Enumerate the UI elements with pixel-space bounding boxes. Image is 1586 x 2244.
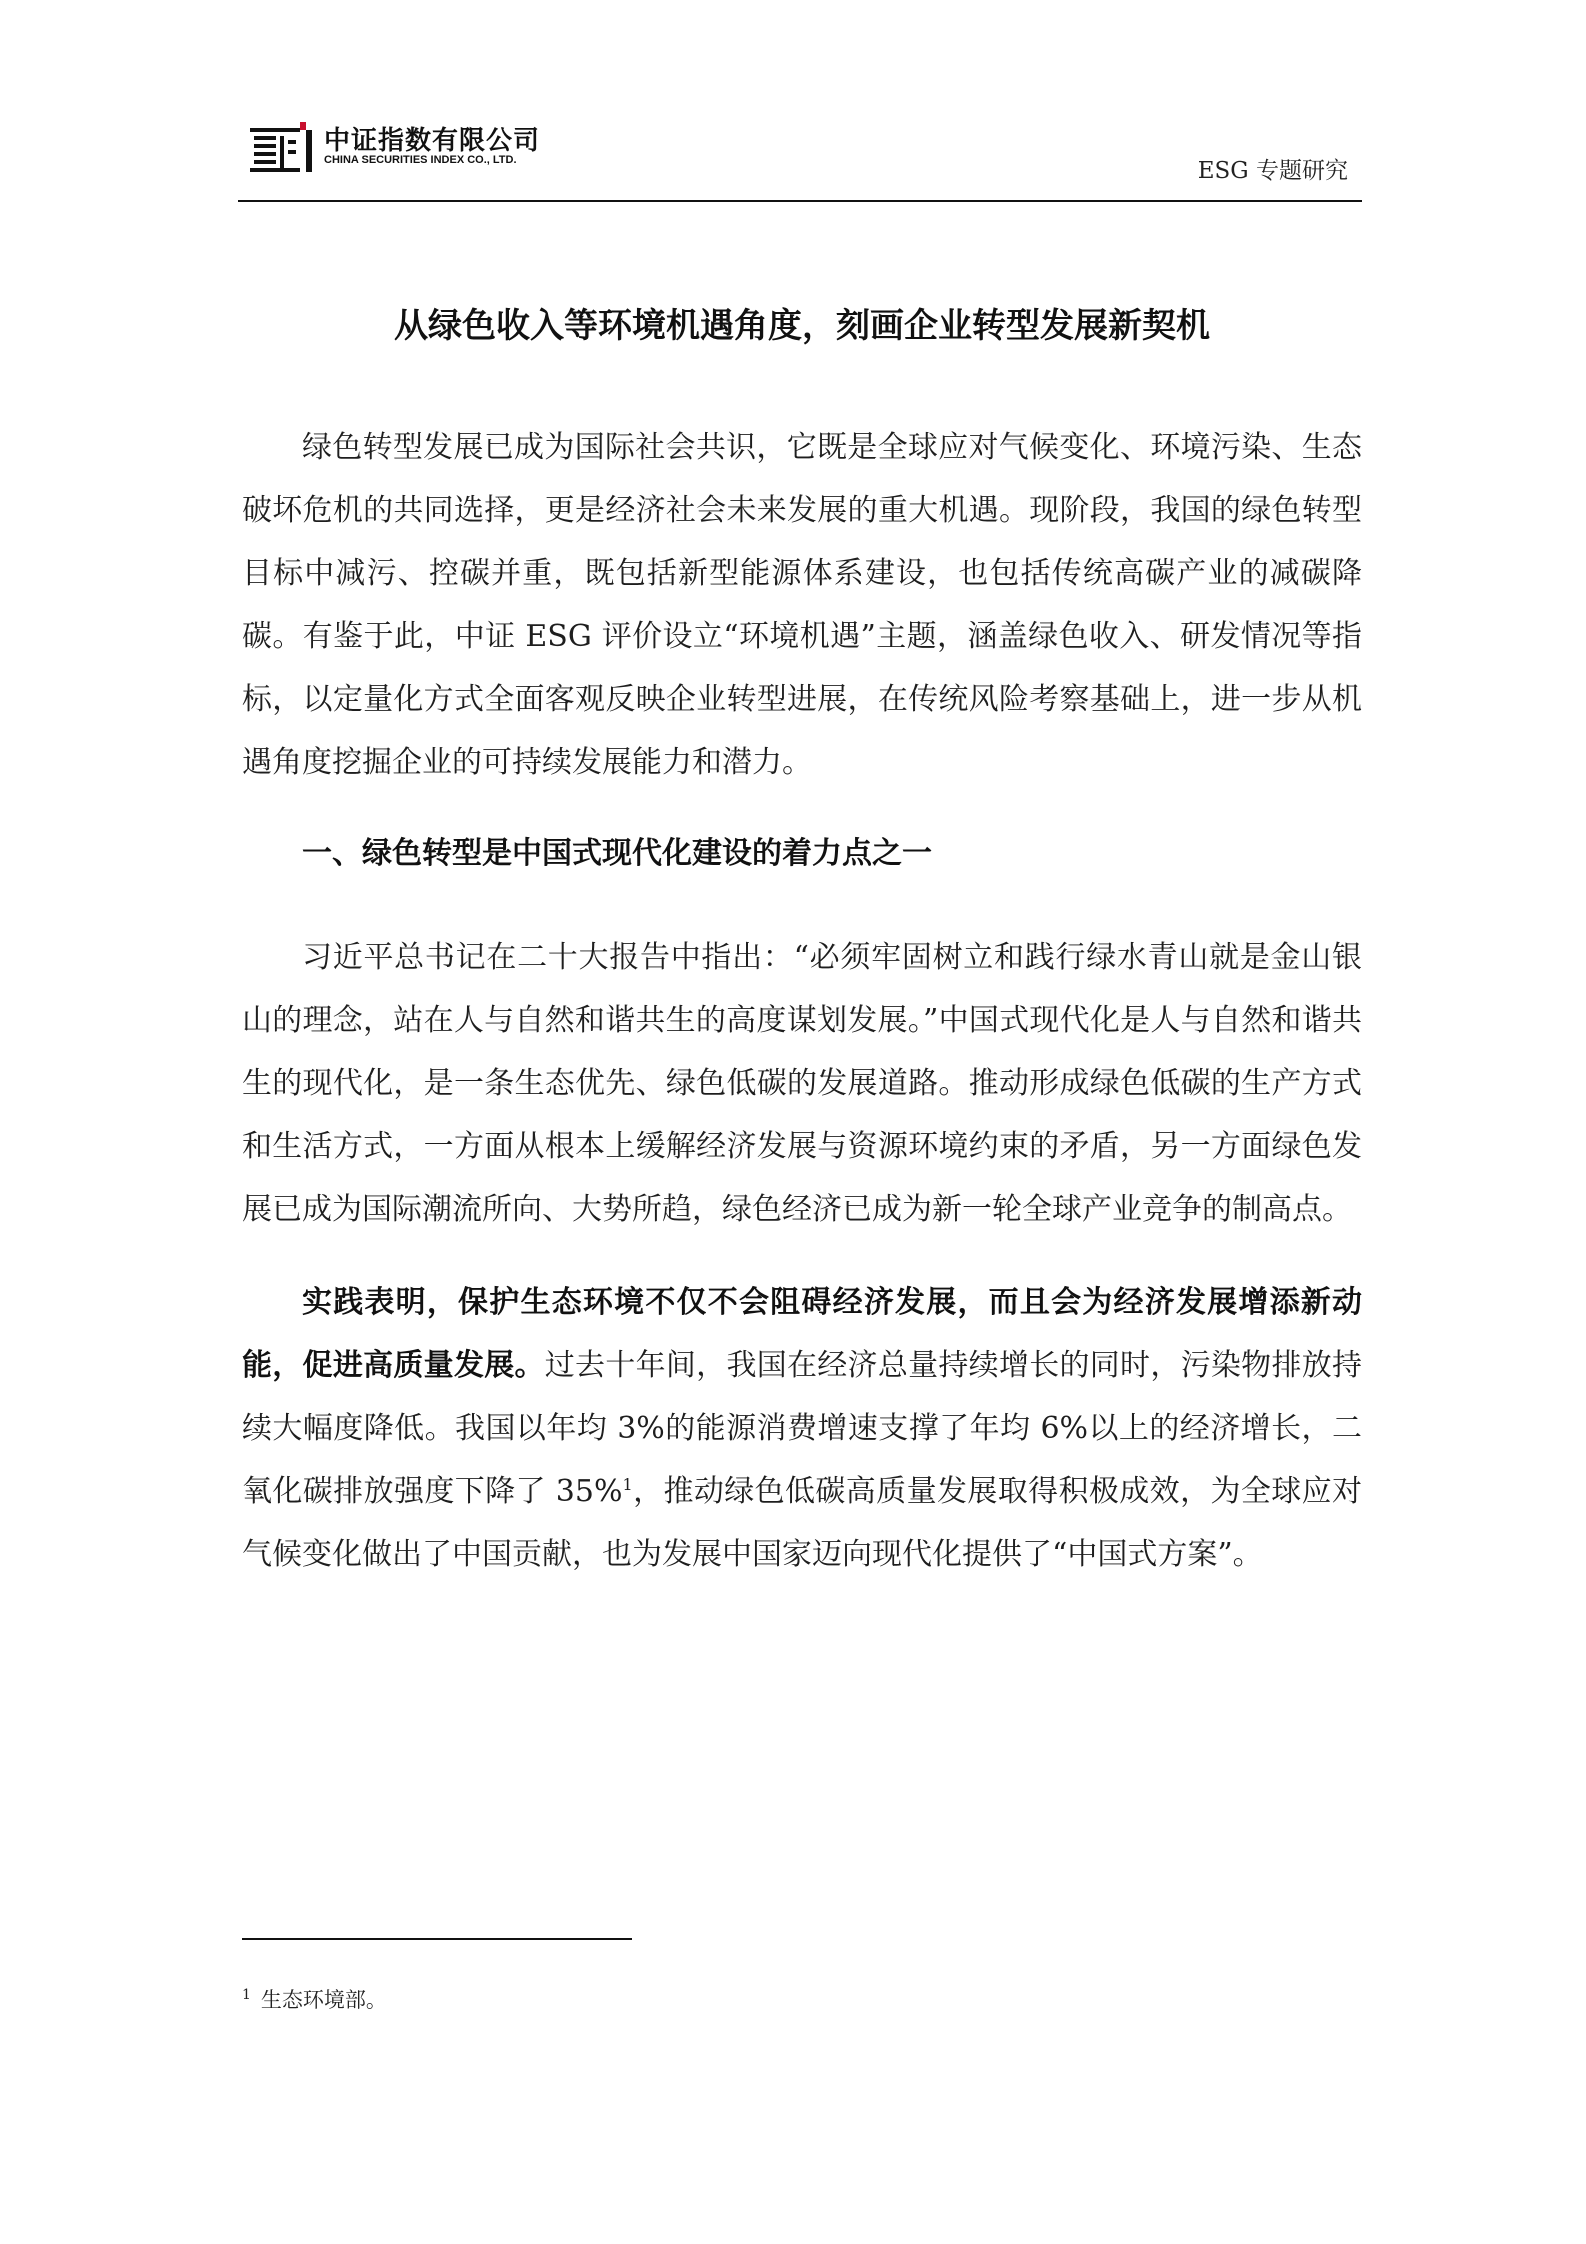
csi-logo-icon xyxy=(250,122,314,174)
section-heading: 一、绿色转型是中国式现代化建设的着力点之一 xyxy=(302,836,932,871)
document-title: 从绿色收入等环境机遇角度，刻画企业转型发展新契机 xyxy=(394,306,1210,346)
company-logo xyxy=(250,118,550,178)
logo-chinese-name: 中证指数有限公司 xyxy=(324,126,541,156)
footnote xyxy=(242,1984,387,2014)
logo-english-name: CHINA SECURITIES INDEX CO., LTD. xyxy=(324,154,517,166)
key-finding-bold-text: 实践表明，保护生态环境不仅不会阻碍经济发展，而且会为经济发展增添新动能，促进高质量发展。 xyxy=(242,1285,1362,1383)
intro-paragraph: 绿色转型发展已成为国际社会共识，它既是全球应对气候变化、环境污染、生态破坏危机的共同选择，更是经济社会未来发展的重大机遇。现阶段，我国的绿色转型目标中减污、控碳并重，既包括新型能源体系建设，也包括传统高碳产业的减碳降碳。有鉴于此，中证 ESG 评价设立“环境机遇”主题，涵盖绿色收入、研发情况等指标，以定量化方式全面客观反映企业转型进展，在传统风险考察基础上，进一步从机遇角度挖掘企业的可持续发展能力和潜力。 xyxy=(242,430,1362,780)
section-paragraph-1: 习近平总书记在二十大报告中指出：“必须牢固树立和践行绿水青山就是金山银山的理念，站在人与自然和谐共生的高度谋划发展。”中国式现代化是人与自然和谐共生的现代化，是一条生态优先、绿色低碳的发展道路。推动形成绿色低碳的生产方式和生活方式，一方面从根本上缓解经济发展与资源环境约束的矛盾，另一方面绿色发展已成为国际潮流所向、大势所趋，绿色经济已成为新一轮全球产业竞争的制高点。 xyxy=(242,940,1362,1227)
report-series-label: ESG 专题研究 xyxy=(1197,158,1348,184)
header-divider xyxy=(238,200,1362,202)
footnote-text: 生态环境部。 xyxy=(260,1988,387,2012)
footnote-divider xyxy=(242,1938,632,1940)
paragraph-text: 过去十年间，我国在经济总量持续增长的同时，污染物排放持续大幅度降低。我国以年均 3%的能源消费增速支撑了年均 6%以上的经济增长，二氧化碳排放强度下降了 35% xyxy=(242,1348,1363,1509)
section-paragraph-2 xyxy=(242,1271,1362,1586)
footnote-number: 1 xyxy=(242,1987,251,2003)
paragraph-text-continued: ，推动绿色低碳高质量发展取得积极成效，为全球应对气候变化做出了中国贡献，也为发展中国家迈向现代化提供了“中国式方案”。 xyxy=(242,1474,1363,1572)
footnote-reference[interactable]: 1 xyxy=(622,1475,633,1494)
page-header xyxy=(238,108,1362,203)
document-body xyxy=(242,296,1362,1616)
